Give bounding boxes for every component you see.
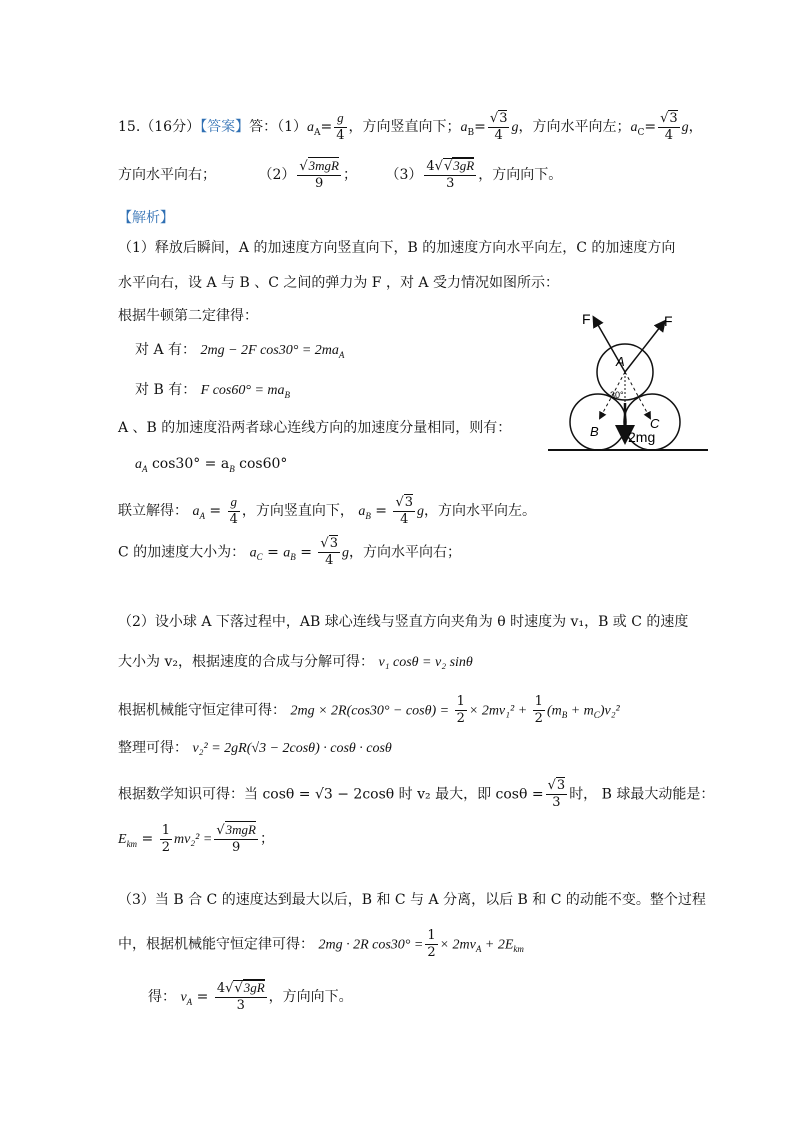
solution-line: 联立解得： $a_A$ = $\frac{g}{4}$ ，方向竖直向下， $a_B$ = $\frac{√3}{4}$ g，方向水平向左。 [118,494,537,527]
label-angle: 30° [610,390,624,400]
p2-line-4: 整理可得： v₂² = 2gR(√3 − 2cosθ) · cosθ · cosθ [118,740,392,756]
fraction: $\frac{4√√3gR}{3}$ [426,158,475,191]
analysis-tag: 【解析】 [118,210,174,226]
equation-A: 对 A 有： 2mg − 2F $\cos 30^\circ = 2ma_A$ [135,342,345,360]
p1-line-4: A 、B 的加速度沿两者球心连线方向的加速度分量相同，则有： [118,420,512,436]
c-accel-line: C 的加速度大小为： $a_C = a_B$ = $\frac{√3}{4}$ g，方向水平向右； [118,536,461,568]
p3-line-3: 得： $v_A$ = $\frac{4√√3gR}{3}$ ，方向向下。 [148,980,353,1013]
p2-line-2: 大小为 v₂，根据速度的合成与分解可得： v₁ cosθ = v₂ sinθ [118,654,473,670]
label-F-right: F [664,313,673,329]
p3-line-1: （3）当 B 合 C 的速度达到最大以后，B 和 C 与 A 分离，以后 B 和 C 的动能不变。整个过程 [118,892,706,908]
p1-line-2: 水平向右，设 A 与 B 、C 之间的弹力为 F ，对 A 受力情况如图所示： [118,275,559,291]
answer-line-1: 15.（16分）【答案】答：$(1)a_A=$ $\frac{g}{4}$ ，方向竖直向下；$a_B=$ $\frac{√3}{4}$ g，方向水平向左；$a_C=$ $\frac{√3}{4}$ g， [118,110,703,143]
force-diagram [548,308,708,454]
fraction: $\frac{g}{4}$ [336,110,345,143]
equation-B: 对 B 有： F $\cos 60^\circ = ma_B$ [135,382,291,400]
question-number: 15.（16分） [118,119,201,135]
p2-line-5: 根据数学知识可得：当 cosθ = √3 − 2cosθ 时 v₂ 最大，即 cosθ = $\frac{√3}{3}$ 时， B 球最大动能是： [118,778,715,810]
ball-B [570,394,626,450]
p1-line-3: 根据牛顿第二定律得： [118,308,258,324]
p1-line-1: （1）释放后瞬间，A 的加速度方向竖直向下，B 的加速度方向水平向左，C 的加速度方向 [118,240,676,256]
p2-line-3: 根据机械能守恒定律可得： 2mg × 2R(cos30° − cosθ) = $\frac{1}{2}$ × 2mv₁² + $\frac{1}{2}$ $(m_B + m_C)v_2^2$ [118,694,620,726]
answer-tag: 【答案】 [200,119,250,135]
label-weight: 2mg [628,429,656,445]
force-F-right-arrow [625,322,664,372]
equation-AB: $a_A$ $\cos 30^\circ = a_B$ cos60° [135,456,288,474]
p2-line-6: $E_{km}$ = $\frac{1}{2}$ mv₂² = $\frac{\text{√3mgR}}{9}$ ； [118,822,274,855]
label-F-left: F [582,311,591,327]
answer-line-2: 方向水平向右； （2） $\frac{\text{√3mgR}}{9}$ ； （3） $\frac{4√√3gR}{3}$ ，方向向下。 [118,158,563,191]
label-B: B [590,424,599,439]
label-C: C [650,416,660,431]
p3-line-2: 中，根据机械能守恒定律可得： 2mg · 2R cos30° = $\frac{1}{2}$ × $2mv_A + 2E_{km}$ [118,928,524,960]
fraction: $\frac{\text{√3mgR}}{9}$ [299,158,340,191]
fraction: $\frac{√3}{4}$ [660,110,678,143]
p2-line-1: （2）设小球 A 下落过程中，AB 球心连线与竖直方向夹角为 θ 时速度为 v₁，B 或 C 的速度 [118,614,689,630]
label-A: A [616,354,625,369]
fraction: $\frac{√3}{4}$ [489,110,508,143]
